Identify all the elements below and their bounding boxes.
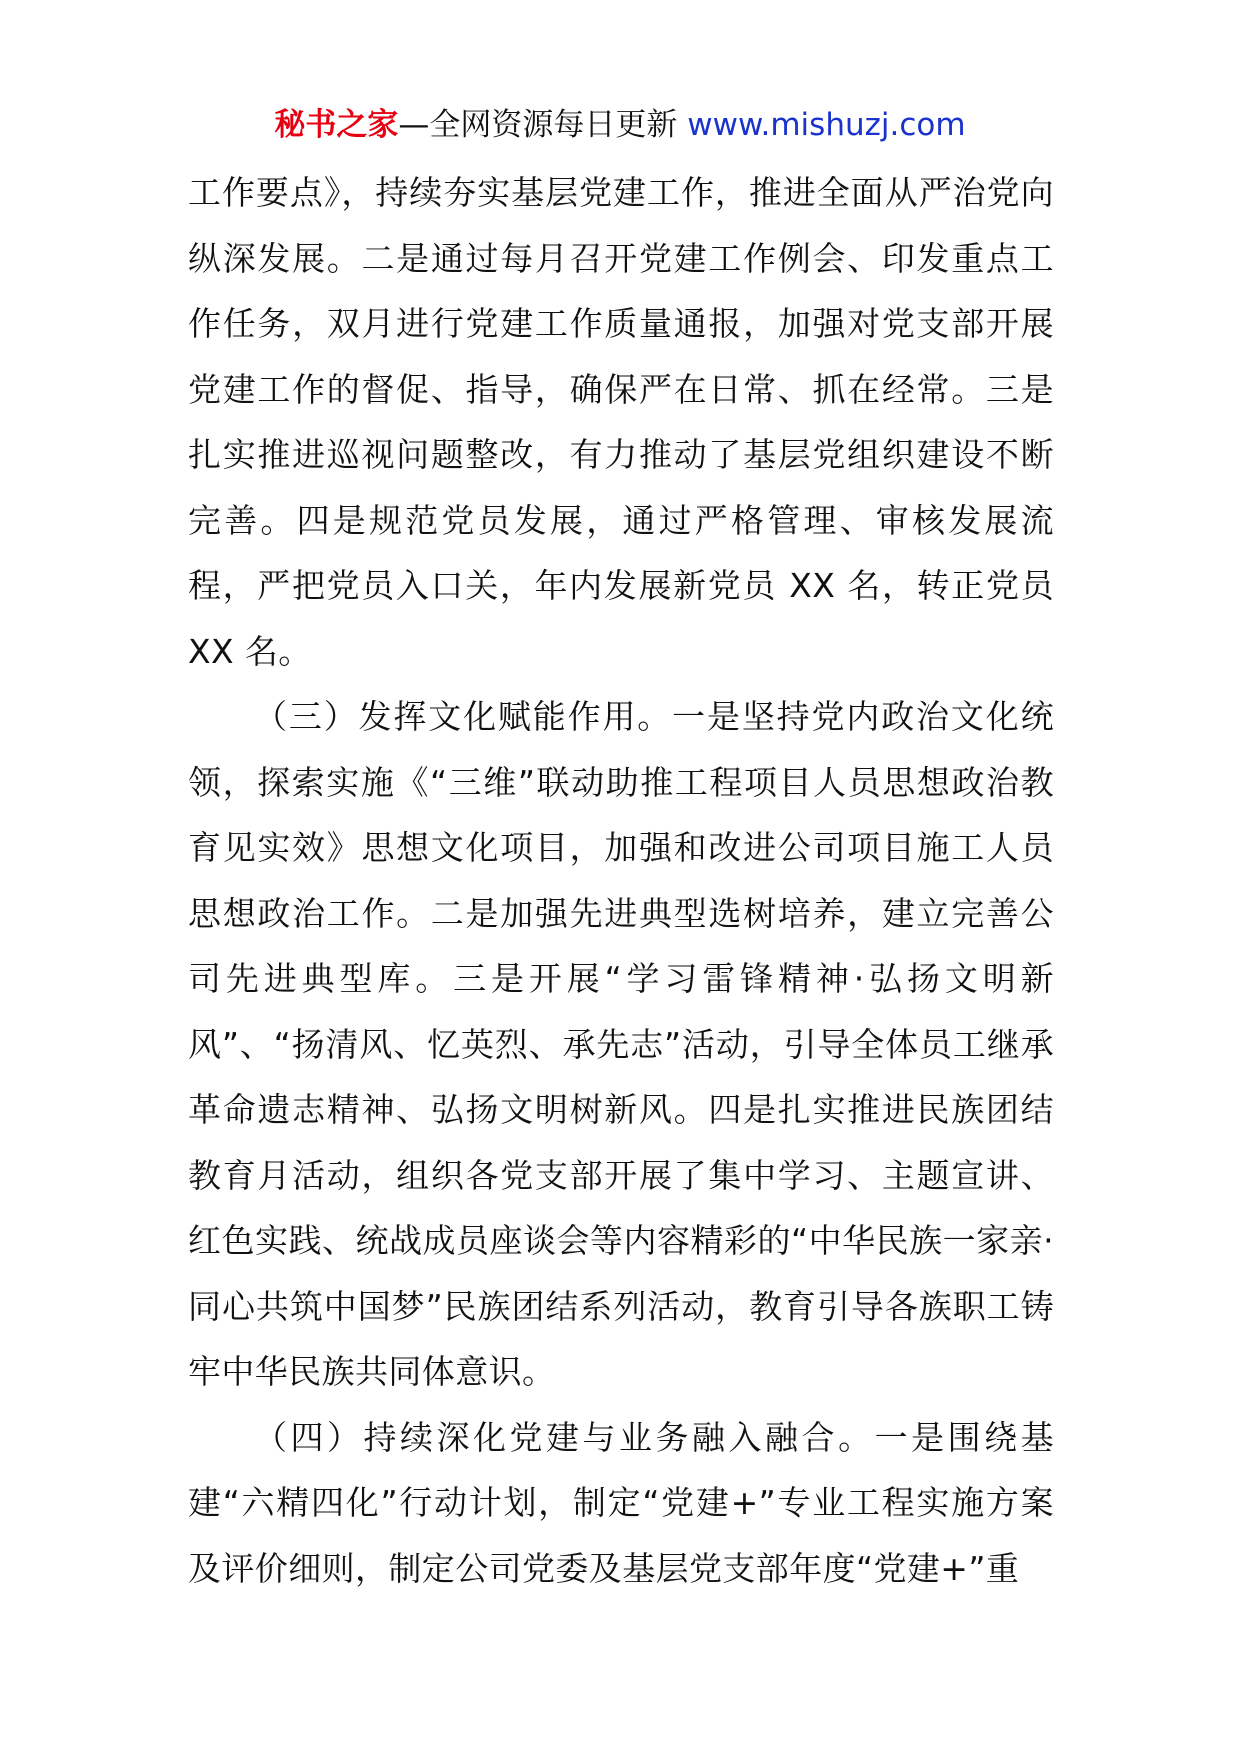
paragraph-continuation: 工作要点》，持续夯实基层党建工作，推进全面从严治党向纵深发展。二是通过每月召开党建工作例会、印发重点工作任务，双月进行党建工作质量通报，加强对党支部开展党建工作的督促、指导，确保严在日常、抓在经常。三是扎实推进巡视问题整改，有力推动了基层党组织建设不断完善。四是规范党员发展，通过严格管理、审核发展流程，严把党员入口关，年内发展新党员 XX 名，转正党员 XX 名。 [188, 173, 1054, 671]
page-header [0, 100, 1240, 150]
paragraph-section-4: （四）持续深化党建与业务融入融合。一是围绕基建“六精四化”行动计划，制定“党建+”专业工程实施方案及评价细则，制定公司党委及基层党支部年度“党建+”重 [188, 1417, 1054, 1588]
header-slogan: —全网资源每日更新 [398, 107, 688, 143]
paragraph-section-3: （三）发挥文化赋能作用。一是坚持党内政治文化统领，探索实施《“三维”联动助推工程项目人员思想政治教育见实效》思想文化项目，加强和改进公司项目施工人员思想政治工作。二是加强先进典型选树培养，建立完善公司先进典型库。三是开展“学习雷锋精神·弘扬文明新风”、“扬清风、忆英烈、承先志”活动，引导全体员工继承革命遗志精神、弘扬文明树新风。四是扎实推进民族团结教育月活动，组织各党支部开展了集中学习、主题宣讲、红色实践、统战成员座谈会等内容精彩的“中华民族一家亲·同心共筑中国梦”民族团结系列活动，教育引导各族职工铸牢中华民族共同体意识。 [188, 697, 1054, 1391]
document-body [188, 160, 1054, 1601]
header-url[interactable]: www.mishuzj.com [687, 107, 966, 143]
header-brand: 秘书之家 [274, 107, 399, 143]
